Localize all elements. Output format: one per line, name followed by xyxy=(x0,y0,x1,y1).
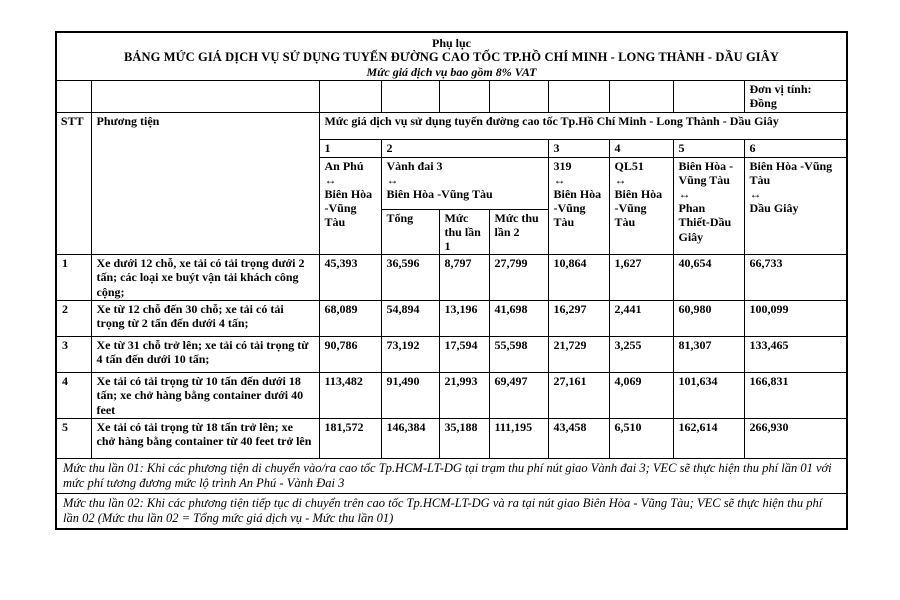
stt-cell: 4 xyxy=(56,373,91,418)
bidirectional-arrow-icon: ↔ xyxy=(614,173,627,187)
route-header-4: QL51 ↔ Biên Hòa -Vũng Tàu xyxy=(609,157,673,254)
price-cell: 81,307 xyxy=(673,337,744,373)
footnote-row xyxy=(56,493,847,529)
price-cell: 3,255 xyxy=(609,337,673,373)
footnote-1: Mức thu lần 01: Khi các phương tiện di chuyển vào/ra cao tốc Tp.HCM-LT-DG tại trạm thu phí nút giao Vành đai 3; VEC sẽ thực hiện thu phí lần 01 với mức phí tương đương mức lộ trình An Phú - Vành Đai 3 xyxy=(56,458,847,493)
stt-cell: 3 xyxy=(56,337,91,373)
table-row xyxy=(56,373,847,418)
price-cell: 17,594 xyxy=(439,337,489,373)
empty-cell xyxy=(56,81,91,113)
stt-cell: 5 xyxy=(56,418,91,458)
unit-value: Đồng xyxy=(749,96,777,111)
price-cell: 36,596 xyxy=(381,255,439,301)
empty-cell xyxy=(673,81,744,113)
price-cell: 90,786 xyxy=(319,337,381,373)
toll-price-table xyxy=(55,31,848,530)
price-cell: 133,465 xyxy=(744,337,847,373)
price-cell: 100,099 xyxy=(744,301,847,337)
stt-cell: 2 xyxy=(56,301,91,337)
col-number-6: 6 xyxy=(744,139,847,157)
price-cell: 8,797 xyxy=(439,255,489,301)
price-cell: 111,195 xyxy=(489,418,548,458)
empty-cell xyxy=(609,81,673,113)
price-cell: 27,799 xyxy=(489,255,548,301)
footnote-row xyxy=(56,458,847,493)
price-cell: 35,188 xyxy=(439,418,489,458)
col-number-2: 2 xyxy=(381,139,548,157)
price-banner: Mức giá dịch vụ sử dụng tuyến đường cao tốc Tp.Hồ Chí Minh - Long Thành - Dầu Giây xyxy=(319,112,847,139)
subcol-lan2: Mức thu lần 2 xyxy=(489,209,548,254)
bidirectional-arrow-icon: ↔ xyxy=(749,187,762,202)
table-row xyxy=(56,301,847,337)
price-cell: 69,497 xyxy=(489,373,548,418)
price-cell: 21,993 xyxy=(439,373,489,418)
table-row xyxy=(56,255,847,301)
price-cell: 21,729 xyxy=(548,337,609,373)
price-cell: 16,297 xyxy=(548,301,609,337)
empty-cell xyxy=(319,81,381,113)
appendix-label: Phụ lục xyxy=(432,36,472,50)
bidirectional-arrow-icon: ↔ xyxy=(678,187,691,202)
price-cell: 113,482 xyxy=(319,373,381,418)
price-cell: 6,510 xyxy=(609,418,673,458)
route-header-3: 319 ↔ Biên Hòa -Vũng Tàu xyxy=(548,157,609,254)
price-cell: 181,572 xyxy=(319,418,381,458)
price-cell: 4,069 xyxy=(609,373,673,418)
empty-cell xyxy=(381,81,439,113)
bidirectional-arrow-icon: ↔ xyxy=(386,173,399,187)
price-cell: 1,627 xyxy=(609,255,673,301)
bidirectional-arrow-icon: ↔ xyxy=(324,173,337,187)
price-cell: 41,698 xyxy=(489,301,548,337)
table-row xyxy=(56,337,847,373)
price-cell: 73,192 xyxy=(381,337,439,373)
col-number-4: 4 xyxy=(609,139,673,157)
empty-cell xyxy=(548,81,609,113)
title-row xyxy=(56,32,847,81)
route-header-2: Vành đai 3 ↔ Biên Hòa -Vũng Tàu xyxy=(381,157,548,209)
stt-cell: 1 xyxy=(56,255,91,301)
price-cell: 2,441 xyxy=(609,301,673,337)
vehicle-desc-cell: Xe từ 12 chỗ đến 30 chỗ; xe tải có tải trọng từ 2 tấn đến dưới 4 tấn; xyxy=(91,301,319,337)
price-cell: 60,980 xyxy=(673,301,744,337)
price-cell: 66,733 xyxy=(744,255,847,301)
vehicle-header: Phương tiện xyxy=(91,112,319,254)
price-cell: 101,634 xyxy=(673,373,744,418)
col-number-5: 5 xyxy=(673,139,744,157)
price-cell: 55,598 xyxy=(489,337,548,373)
table-row xyxy=(56,418,847,458)
price-cell: 45,393 xyxy=(319,255,381,301)
bidirectional-arrow-icon: ↔ xyxy=(553,173,566,187)
price-cell: 166,831 xyxy=(744,373,847,418)
price-cell: 43,458 xyxy=(548,418,609,458)
price-cell: 91,490 xyxy=(381,373,439,418)
unit-note xyxy=(744,81,847,113)
empty-cell xyxy=(91,81,319,113)
unit-label: Đơn vị tính: xyxy=(749,82,812,97)
empty-cell xyxy=(439,81,489,113)
header-banner-row xyxy=(56,112,847,139)
price-cell: 266,930 xyxy=(744,418,847,458)
price-cell: 146,384 xyxy=(381,418,439,458)
title-block xyxy=(56,32,847,81)
price-cell: 40,654 xyxy=(673,255,744,301)
price-cell: 10,864 xyxy=(548,255,609,301)
price-cell: 162,614 xyxy=(673,418,744,458)
price-cell: 68,089 xyxy=(319,301,381,337)
empty-cell xyxy=(489,81,548,113)
vehicle-desc-cell: Xe tải có tải trọng từ 10 tấn đến dưới 18 tấn; xe chở hàng bằng container dưới 40 feet xyxy=(91,373,319,418)
footnote-2: Mức thu lần 02: Khi các phương tiện tiếp tục di chuyển trên cao tốc Tp.HCM-LT-DG và ra tại nút giao Biên Hòa - Vũng Tàu; VEC sẽ thực hiện thu phí lần 02 (Mức thu lần 02 = Tổng mức giá dịch vụ - Mức thu lần 01) xyxy=(56,493,847,529)
vehicle-desc-cell: Xe tải có tải trọng từ 18 tấn trở lên; xe chở hàng bằng container từ 40 feet trở lên xyxy=(91,418,319,458)
price-cell: 27,161 xyxy=(548,373,609,418)
vehicle-desc-cell: Xe từ 31 chỗ trở lên; xe tải có tải trọng từ 4 tấn đến dưới 10 tấn; xyxy=(91,337,319,373)
subcol-lan1: Mức thu lần 1 xyxy=(439,209,489,254)
vat-note: Mức giá dịch vụ bao gồm 8% VAT xyxy=(366,64,537,79)
subcol-tong: Tổng xyxy=(381,209,439,254)
route-header-5: Biên Hòa - Vũng Tàu ↔ Phan Thiết-Dầu Giây xyxy=(673,157,744,254)
col-number-3: 3 xyxy=(548,139,609,157)
price-cell: 13,196 xyxy=(439,301,489,337)
unit-row xyxy=(56,81,847,113)
col-number-1: 1 xyxy=(319,139,381,157)
page-title: BẢNG MỨC GIÁ DỊCH VỤ SỬ DỤNG TUYẾN ĐƯỜNG CAO TỐC TP.HỒ CHÍ MINH - LONG THÀNH - DẦU GIÂY xyxy=(123,50,780,65)
route-header-1: An Phú ↔ Biên Hòa -Vũng Tàu xyxy=(319,157,381,254)
route-header-6: Biên Hòa -Vũng Tàu ↔ Dầu Giây xyxy=(744,157,847,254)
price-cell: 54,894 xyxy=(381,301,439,337)
vehicle-desc-cell: Xe dưới 12 chỗ, xe tải có tải trọng dưới 2 tấn; các loại xe buýt vận tải khách công cộng; xyxy=(91,255,319,301)
stt-header: STT xyxy=(56,112,91,254)
